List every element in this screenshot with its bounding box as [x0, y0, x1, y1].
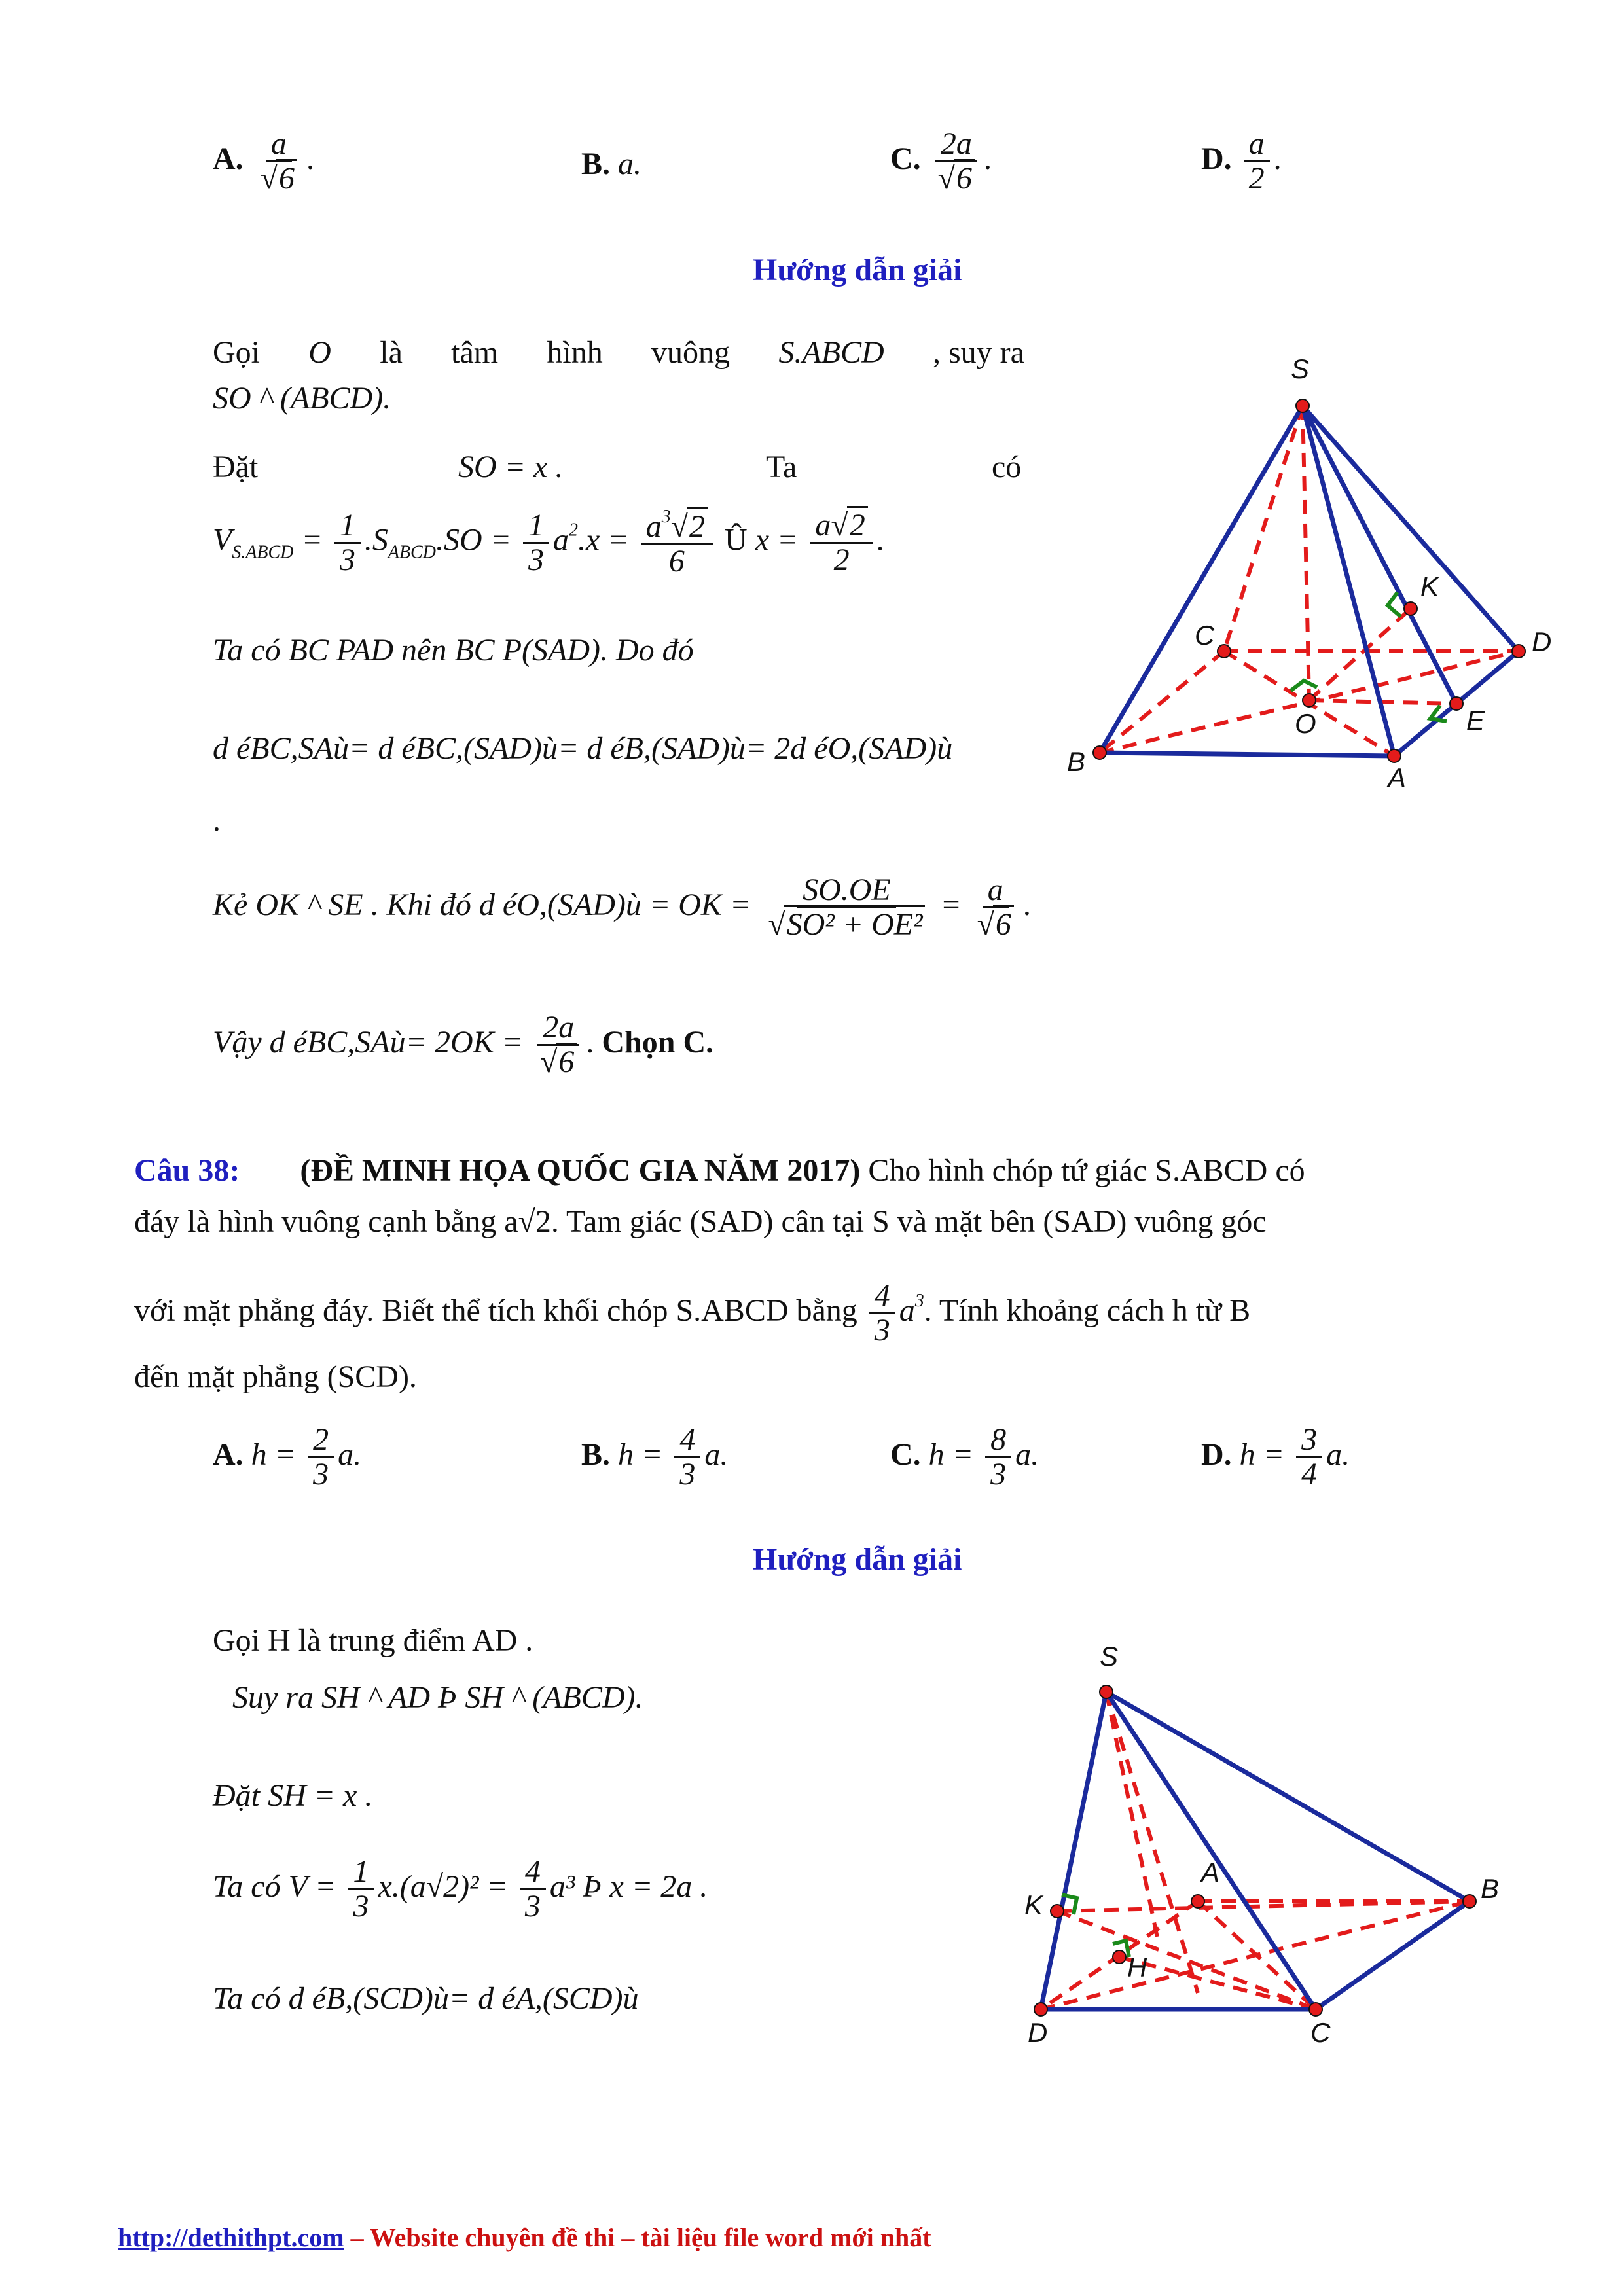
q38-stem-line-1: Câu 38: (ĐỀ MINH HỌA QUỐC GIA NĂM 2017) Cho hình chóp tứ giác S.ABCD có: [134, 1153, 1305, 1188]
label-D: D: [1532, 626, 1552, 657]
label-A: A: [1388, 762, 1407, 793]
seg-OE: [1309, 700, 1456, 704]
q37-pyramid-figure: [1047, 347, 1558, 805]
footer-text: – Website chuyên đề thi – tài liệu file word mới nhất: [344, 2223, 931, 2252]
edge-CB: [1316, 1901, 1470, 2009]
seg-KB: [1057, 1901, 1470, 1911]
label-C: C: [1310, 2017, 1331, 2048]
edge-SC: [1224, 406, 1303, 651]
q37-line-4: Ta có BC PAD nên BC P(SAD). Do đó: [213, 633, 694, 668]
q38-stem-line-4: đến mặt phẳng (SCD).: [134, 1359, 417, 1394]
label-B: B: [1067, 746, 1086, 777]
label-D: D: [1028, 2017, 1048, 2048]
footer-link[interactable]: http://dethithpt.com: [118, 2223, 344, 2252]
q38-option-a: A. h = $\frac{2}{3}$ a.: [213, 1422, 362, 1492]
label-C: C: [1195, 620, 1215, 651]
q38-option-c: C. h = $\frac{8}{3}$ a.: [890, 1422, 1039, 1492]
q38-guide-title: Hướng dẫn giải: [753, 1542, 962, 1577]
option-d-fraction: $\frac{a}{2}$: [1244, 128, 1270, 196]
label-S: S: [1291, 353, 1310, 384]
edge-CB: [1100, 651, 1224, 753]
q37-option-a: A. $\frac{a}{√6}$ .: [213, 126, 315, 196]
q38-line-1: Gọi H là trung điểm AD .: [213, 1623, 533, 1658]
question-source: (ĐỀ MINH HỌA QUỐC GIA NĂM 2017): [300, 1153, 861, 1188]
edge-BA: [1100, 753, 1394, 756]
option-label: A.: [213, 141, 244, 176]
edge-SB: [1106, 1692, 1470, 1901]
edge-SB: [1100, 406, 1303, 753]
edge-SO: [1303, 406, 1309, 700]
label-O: O: [1295, 708, 1316, 739]
q38-line-5: Ta có d éB,(SCD)ù= d éA,(SCD)ù: [213, 1981, 639, 2016]
q37-line-7: Vậy d éBC,SAù= 2OK = $\frac{2a}{√6}$ . Chọn C.: [213, 1010, 714, 1080]
q38-line-2: Suy ra SH ^ AD Þ SH ^ (ABCD).: [232, 1680, 643, 1715]
label-B: B: [1481, 1873, 1500, 1904]
label-K: K: [1420, 571, 1439, 601]
ok-fraction: $\frac{SO.OE}{\text{√SO² + OE²}}$: [763, 874, 930, 942]
q38-line-3: Đặt SH = x .: [213, 1778, 373, 1813]
option-a-fraction: $\frac{a}{√6}$: [255, 128, 302, 196]
option-c-fraction: $\frac{2a}{√6}$: [933, 128, 980, 196]
q37-line-6: Kẻ OK ^ SE . Khi đó d éO,(SAD)ù = OK = $\frac{SO.OE}{\text{√SO² + OE²}}$ = $\frac{a}{√6}$ .: [213, 872, 1031, 942]
q38-pyramid-figure: [1015, 1636, 1551, 2055]
label-S: S: [1100, 1641, 1119, 1672]
q38-line-4: Ta có V = $\frac{1}{3}$ x.(a√2)² = $\frac{4}{3}$ a³ Þ x = 2a .: [213, 1854, 708, 1924]
edge-SD: [1041, 1692, 1106, 2009]
q37-guide-title: Hướng dẫn giải: [753, 253, 962, 287]
label-H: H: [1127, 1952, 1147, 1982]
label-E: E: [1466, 705, 1485, 736]
q37-volume-formula: $V_{S.ABCD}$ = $\frac{1}{3}$ $.S_{ABCD}.SO$ = $\frac{1}{3}$ $a^2.x$ = $\frac{a^3√2}{6}$ Û x = $\frac{a√2}{2}$ .: [213, 507, 885, 579]
right-angle-O: [1291, 681, 1317, 691]
q38-stem-line-2: đáy là hình vuông cạnh bằng a√2. Tam giác (SAD) cân tại S và mặt bên (SAD) vuông góc: [134, 1204, 1267, 1239]
q38-option-b: B. h = $\frac{4}{3}$ a.: [581, 1422, 729, 1492]
question-number: Câu 38:: [134, 1153, 240, 1188]
q37-option-d: D. $\frac{a}{2}$ .: [1201, 126, 1282, 196]
label-K: K: [1024, 1890, 1043, 1920]
answer-choice: Chọn C.: [602, 1024, 714, 1060]
q37-option-c: C. $\frac{2a}{√6}$ .: [890, 126, 992, 196]
page-footer: [118, 2222, 931, 2253]
q38-stem-line-3: với mặt phẳng đáy. Biết thể tích khối chóp S.ABCD bằng $\frac{4}{3}$ $a^3$. Tính khoảng cách h từ B: [134, 1278, 1251, 1348]
q37-option-b: B. a.: [581, 147, 642, 181]
q37-line-5: d éBC,SAù= d éBC,(SAD)ù= d éB,(SAD)ù= 2d éO,(SAD)ù: [213, 731, 953, 766]
q37-line-2: SO ^ (ABCD).: [213, 381, 391, 416]
q38-option-d: D. h = $\frac{3}{4}$ a.: [1201, 1422, 1350, 1492]
label-A: A: [1201, 1857, 1220, 1888]
q37-line-5-dot: .: [213, 803, 221, 838]
q37-line-1: Gọi O là tâm hình vuông S.ABCD , suy ra: [213, 335, 1024, 370]
